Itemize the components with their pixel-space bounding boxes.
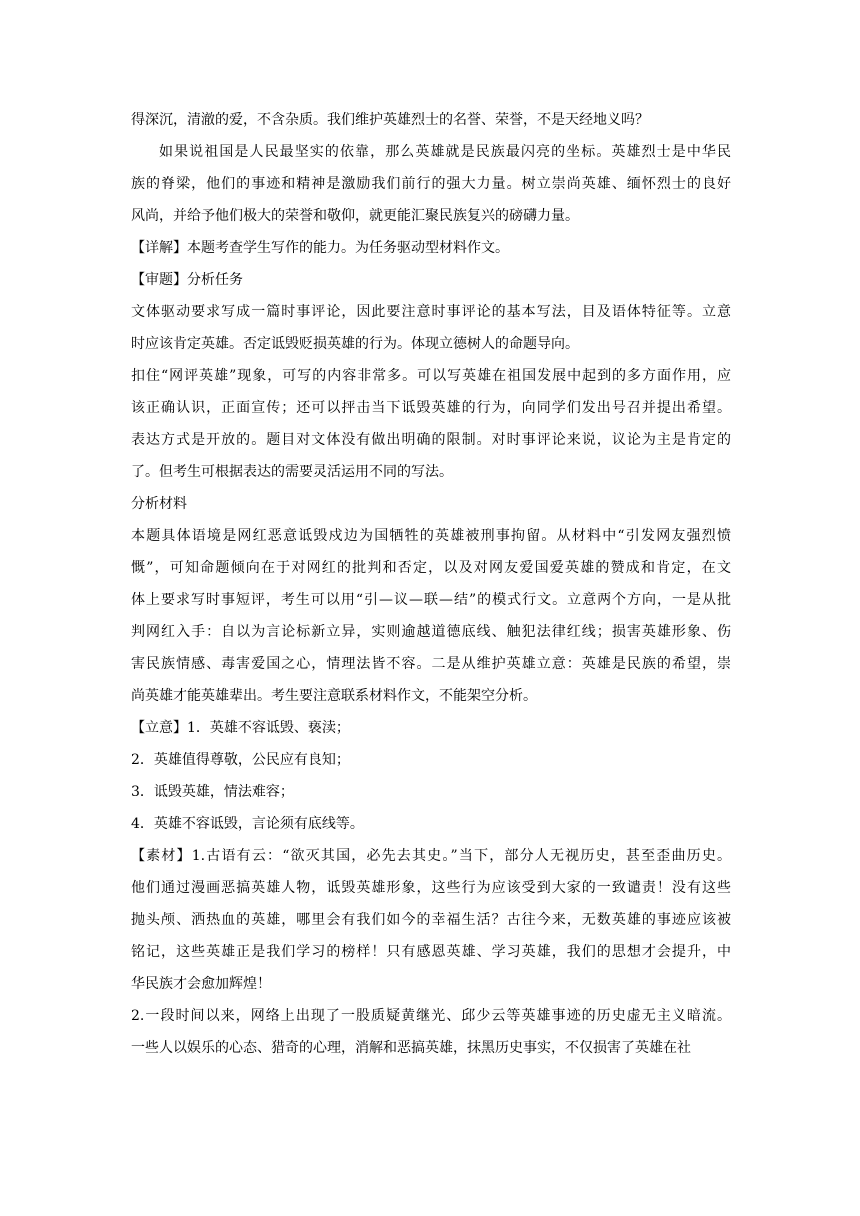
text-line: 得深沉，清澈的爱，不含杂质。我们维护英雄烈士的名誉、荣誉，不是天经地义吗？ [131, 112, 649, 128]
text-line: 【立意】1．英雄不容诋毁、亵渎； [131, 720, 350, 736]
text-line: 【详解】本题考查学生写作的能力。为任务驱动型材料作文。 [131, 240, 509, 256]
para-idea-1 [131, 712, 731, 744]
text-line: 抛头颅、洒热血的英雄，哪里会有我们如今的幸福生活？古往今来，无数英雄的事迹应该被 [131, 912, 731, 928]
text-line: 害民族情感、毒害爱国之心，情理法皆不容。二是从维护英雄立意：英雄是民族的希望，崇 [131, 656, 731, 672]
para-idea-2 [131, 744, 731, 776]
text-line: 铭记，这些英雄正是我们学习的榜样！只有感恩英雄、学习英雄，我们的思想才会提升，中 [131, 944, 731, 960]
text-line: 4．英雄不容诋毁，言论须有底线等。 [131, 816, 364, 832]
document-body [131, 104, 731, 1064]
para-task-2 [131, 360, 731, 488]
para-source-1 [131, 840, 731, 1000]
para-material [131, 520, 731, 712]
text-line: 如果说祖国是人民最坚实的依靠，那么英雄就是民族最闪亮的坐标。英雄烈士是中华民 [159, 144, 731, 160]
text-line: 尚英雄才能英雄辈出。考生要注意联系材料作文，不能架空分析。 [131, 688, 537, 704]
text-line: 文体驱动要求写成一篇时事评论，因此要注意时事评论的基本写法，目及语体特征等。立意 [131, 304, 731, 320]
para-source-2 [131, 1000, 731, 1064]
text-line: 风尚，并给予他们极大的荣誉和敬仰，就更能汇聚民族复兴的磅礴力量。 [131, 208, 579, 224]
para-task-1 [131, 296, 731, 360]
text-line: 他们通过漫画恶搞英雄人物，诋毁英雄形象，这些行为应该受到大家的一致谴责！没有这些 [131, 880, 731, 896]
para-material-heading [131, 488, 731, 520]
text-line: 族的脊梁，他们的事迹和精神是激励我们前行的强大力量。树立崇尚英雄、缅怀烈士的良好 [131, 176, 731, 192]
text-line: 扣住“网评英雄”现象，可写的内容非常多。可以写英雄在祖国发展中起到的多方面作用，应 [131, 368, 731, 384]
para-review-heading [131, 264, 731, 296]
text-line: 3．诋毁英雄，情法难容； [131, 784, 294, 800]
para-idea-4 [131, 808, 731, 840]
text-line: 分析材料 [131, 496, 187, 512]
text-line: 【审题】分析任务 [131, 272, 243, 288]
text-line: 该正确认识，正面宣传；还可以抨击当下诋毁英雄的行为，向同学们发出号召并提出希望。 [131, 400, 731, 416]
text-line: 慨”，可知命题倾向在于对网红的批判和否定，以及对网友爱国爱英雄的赞成和肯定，在文 [131, 560, 731, 576]
text-line: 【素材】1.古语有云：“欲灭其国，必先去其史。”当下，部分人无视历史，甚至歪曲历史。 [131, 848, 731, 864]
para-idea-3 [131, 776, 731, 808]
text-line: 华民族才会愈加辉煌！ [131, 976, 271, 992]
text-line: 表达方式是开放的。题目对文体没有做出明确的限制。对时事评论来说，议论为主是肯定的 [131, 432, 731, 448]
text-line: 一些人以娱乐的心态、猎奇的心理，消解和恶搞英雄，抹黑历史事实，不仅损害了英雄在社 [131, 1040, 691, 1056]
text-line: 2.一段时间以来，网络上出现了一股质疑黄继光、邱少云等英雄事迹的历史虚无主义暗流。 [131, 1008, 731, 1024]
text-line: 了。但考生可根据表达的需要灵活运用不同的写法。 [131, 464, 453, 480]
para-conclusion-tail [131, 104, 731, 136]
text-line: 判网红入手：自以为言论标新立异，实则逾越道德底线、触犯法律红线；损害英雄形象、伤 [131, 624, 731, 640]
para-conclusion [131, 136, 731, 232]
text-line: 2．英雄值得尊敬，公民应有良知； [131, 752, 350, 768]
text-line: 时应该肯定英雄。否定诋毁贬损英雄的行为。体现立德树人的命题导向。 [131, 336, 579, 352]
text-line: 本题具体语境是网红恶意诋毁戍边为国牺牲的英雄被刑事拘留。从材料中“引发网友强烈愤 [131, 528, 731, 544]
para-detail [131, 232, 731, 264]
text-line: 体上要求写时事短评，考生可以用“引—议—联—结”的模式行文。立意两个方向，一是从批 [131, 592, 731, 608]
